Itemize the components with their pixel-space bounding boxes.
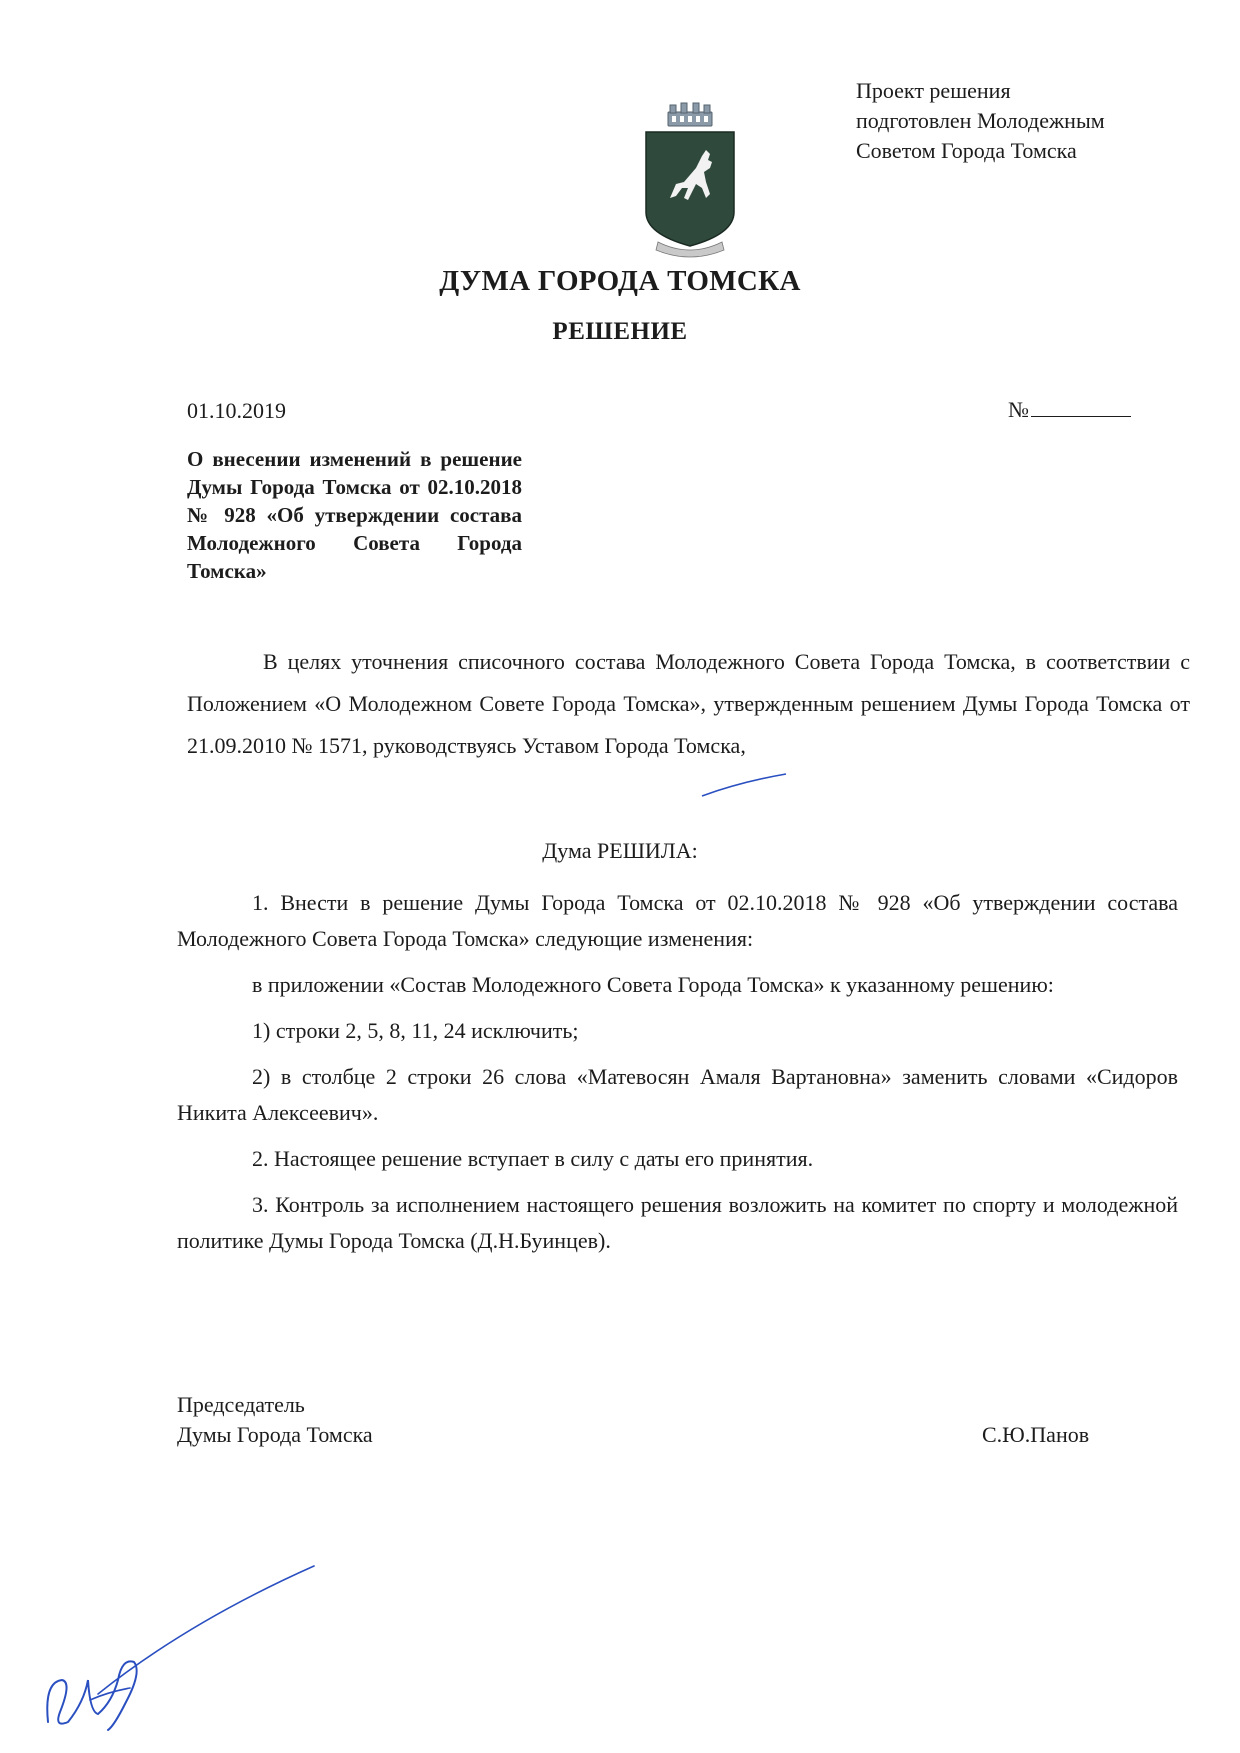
handwritten-initials-icon bbox=[38, 1562, 318, 1732]
decision-point: в приложении «Состав Молодежного Совета Города Томска» к указанному решению: bbox=[252, 972, 1054, 997]
project-note-line: Проект решения bbox=[856, 78, 1011, 103]
decision-point: 2. Настоящее решение вступает в силу с даты его принятия. bbox=[252, 1146, 814, 1171]
signatory-title-line: Председатель bbox=[177, 1392, 305, 1417]
decision-point: 1. Внести в решение Думы Города Томска от 02.10.2018 № 928 «Об утверждении состава Молодежного Совета Города Томска» следующие изменения: bbox=[177, 890, 1178, 951]
document-date: 01.10.2019 bbox=[187, 398, 286, 423]
project-note-line: подготовлен Молодежным bbox=[856, 108, 1105, 133]
preamble-paragraph: В целях уточнения списочного состава Молодежного Совета Города Томска, в соответствии с Положением «О Молодежном Совете Города Томска», утвержденным решением Думы Города Томска от 21.09.2010 № 1571, руководствуясь Уставом Города Томска, bbox=[187, 649, 1190, 758]
document-number bbox=[1008, 396, 1131, 423]
decision-points bbox=[177, 885, 1178, 1259]
number-blank-line bbox=[1031, 396, 1131, 417]
organization-title: ДУМА ГОРОДА ТОМСКА bbox=[439, 265, 801, 297]
document-subject: О внесении изменений в решение Думы Города Томска от 02.10.2018 № 928 «Об утверждении состава Молодежного Совета Города Томска» bbox=[187, 447, 522, 583]
document-type: РЕШЕНИЕ bbox=[552, 318, 688, 345]
decision-point: 2) в столбце 2 строки 26 слова «Матевосян Амаля Вартановна» заменить словами «Сидоров Никита Алексеевич». bbox=[177, 1064, 1178, 1125]
project-note-line: Советом Города Томска bbox=[856, 138, 1077, 163]
signatory-name: С.Ю.Панов bbox=[982, 1422, 1090, 1447]
number-label: № bbox=[1008, 397, 1029, 422]
signatory-title bbox=[177, 1390, 373, 1450]
signatory-title-line: Думы Города Томска bbox=[177, 1422, 373, 1447]
decision-point: 3. Контроль за исполнением настоящего решения возложить на комитет по спорту и молодежной политике Думы Города Томска (Д.Н.Буинцев). bbox=[177, 1192, 1178, 1253]
tomsk-coat-of-arms-icon bbox=[640, 102, 740, 260]
pen-stroke-mark bbox=[700, 770, 790, 800]
project-note bbox=[856, 76, 1176, 166]
decided-heading: Дума РЕШИЛА: bbox=[542, 838, 698, 863]
decision-point: 1) строки 2, 5, 8, 11, 24 исключить; bbox=[252, 1018, 579, 1043]
coat-of-arms-graphic bbox=[640, 102, 740, 260]
